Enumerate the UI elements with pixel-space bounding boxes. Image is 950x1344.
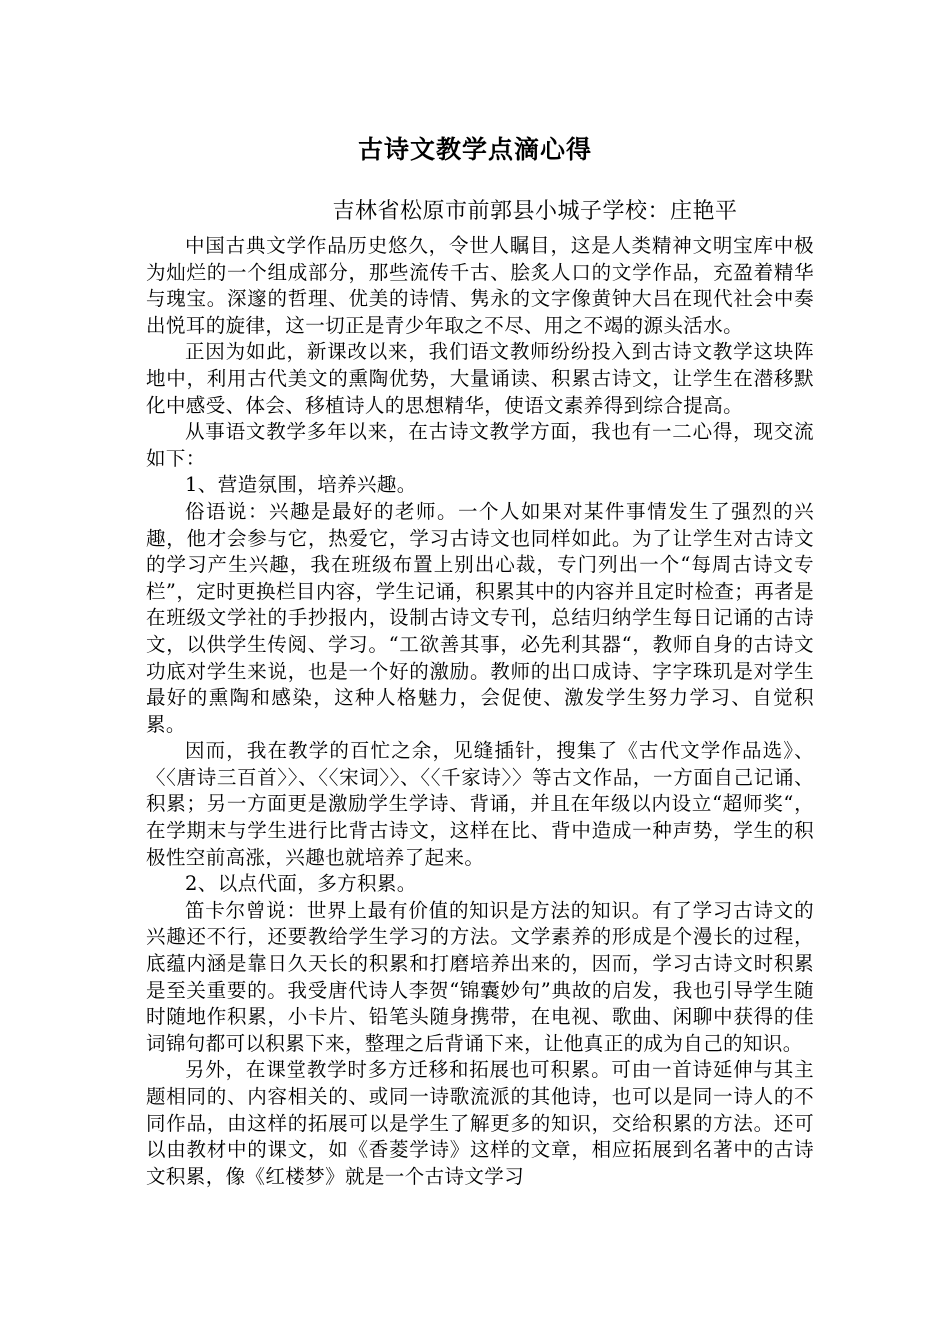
document-title: 古诗文教学点滴心得	[357, 135, 592, 164]
document-body	[146, 233, 814, 1190]
paragraph-collection: 因而，我在教学的百忙之余，见缝插针，搜集了《古代文学作品选》、〈〈唐诗三百首〉〉、〈〈宋词〉〉、〈〈千家诗〉〉等古文作品，一方面自己记诵、积累；另一方面更是激励学生学诗、背诵，并且在年级以内设立“超师奖“，在学期末与学生进行比背古诗文，这样在比、背中造成一种声势，学生的积极性空前高涨，兴趣也就培养了起来。	[146, 739, 814, 869]
section-heading-1: 1、营造氛围，培养兴趣。	[185, 473, 417, 497]
paragraph-method: 笛卡尔曾说：世界上最有价值的知识是方法的知识。有了学习古诗文的兴趣还不行，还要教给学生学习的方法。文学素养的形成是个漫长的过程，底蕴内涵是靠日久天长的积累和打磨培养出来的，因而，学习古诗文时积累是至关重要的。我受唐代诗人李贺“锦囊妙句”典故的启发，我也引导学生随时随地作积累，小卡片、铅笔头随身携带，在电视、歌曲、闲聊中获得的佳词锦句都可以积累下来，整理之后背诵下来，让他真正的成为自己的知识。	[146, 898, 814, 1055]
paragraph-extension: 另外，在课堂教学时多方迁移和拓展也可积累。可由一首诗延伸与其主题相同的、内容相关的、或同一诗歌流派的其他诗，也可以是同一诗人的不同作品，由这样的拓展可以是学生了解更多的知识，交给积累的方法。还可以由教材中的课文，如《香菱学诗》这样的文章，相应拓展到名著中的古诗文积累，像《红楼梦》就是一个古诗文学习	[146, 1058, 814, 1188]
paragraph-reform: 正因为如此，新课改以来，我们语文教师纷纷投入到古诗文教学这块阵地中，利用古代美文的熏陶优势，大量诵读、积累古诗文，让学生在潜移默化中感受、体会、移植诗人的思想精华，使语文素养得到综合提高。	[146, 340, 814, 417]
section-heading-2: 2、以点代面，多方积累。	[185, 872, 417, 896]
author-line: 吉林省松原市前郭县小城子学校：庄艳平	[332, 199, 738, 224]
paragraph-intro: 中国古典文学作品历史悠久，令世人瞩目，这是人类精神文明宝库中极为灿烂的一个组成部分，那些流传千古、脍炙人口的文学作品，充盈着精华与瑰宝。深邃的哲理、优美的诗情、隽永的文字像黄钟大吕在现代社会中奏出悦耳的旋律，这一切正是青少年取之不尽、用之不竭的源头活水。	[146, 234, 814, 337]
paragraph-experience: 从事语文教学多年以来，在古诗文教学方面，我也有一二心得，现交流如下：	[146, 420, 814, 470]
paragraph-interest: 俗语说：兴趣是最好的老师。一个人如果对某件事情发生了强烈的兴趣，他才会参与它，热爱它，学习古诗文也同样如此。为了让学生对古诗文的学习产生兴趣，我在班级布置上别出心裁，专门列出一个“每周古诗文专栏”，定时更换栏目内容，学生记诵，积累其中的内容并且定时检查；再者是在班级文学社的手抄报内，设制古诗文专刊，总结归纳学生每日记诵的古诗文，以供学生传阅、学习。“工欲善其事，必先利其器“，教师自身的古诗文功底对学生来说，也是一个好的激励。教师的出口成诗、字字珠玑是对学生最好的熏陶和感染，这种人格魅力，会促使、激发学生努力学习、自觉积累。	[146, 499, 814, 736]
